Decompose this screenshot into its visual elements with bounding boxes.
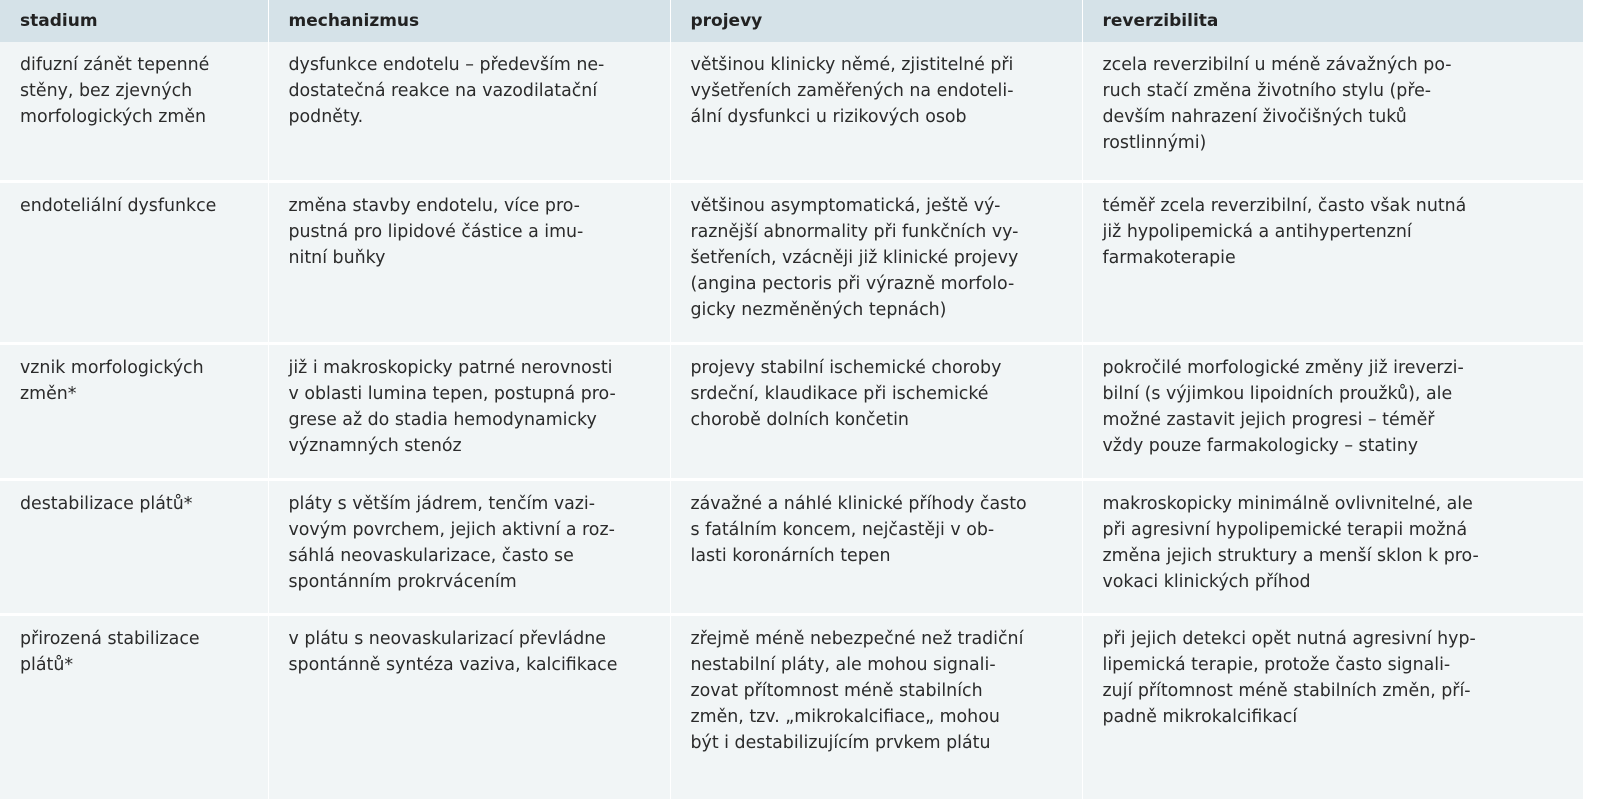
table-row [0, 343, 1583, 479]
cell-projevy: projevy stabilní ischemické choroby srdeční, klaudikace při ischemické chorobě dolních končetin [670, 343, 1082, 479]
cell-reverzibilita: při jejich detekci opět nutná agresivní hyp- lipemická terapie, protože často signali- zují přítomnost méně stabilních změn, pří- padně mikrokalcifikací [1082, 614, 1583, 800]
table-row [0, 614, 1583, 800]
header-reverzibilita: reverzibilita [1082, 0, 1583, 42]
cell-mechanizmus: dysfunkce endotelu – především ne- dostatečná reakce na vazodilatační podněty. [268, 42, 670, 181]
cell-mechanizmus: v plátu s neovaskularizací převládne spontánně syntéza vaziva, kalcifikace [268, 614, 670, 800]
cell-projevy: většinou klinicky němé, zjistitelné při vyšetřeních zaměřených na endoteli- ální dysfunkci u rizikových osob [670, 42, 1082, 181]
cell-mechanizmus: již i makroskopicky patrné nerovnosti v oblasti lumina tepen, postupná pro- grese až do stadia hemodynamicky významných stenóz [268, 343, 670, 479]
cell-stadium: destabilizace plátů* [0, 479, 268, 614]
header-projevy: projevy [670, 0, 1082, 42]
cell-mechanizmus: změna stavby endotelu, více pro- pustná pro lipidové částice a imu- nitní buňky [268, 181, 670, 343]
table-row [0, 181, 1583, 343]
cell-projevy: závažné a náhlé klinické příhody často s fatálním koncem, nejčastěji v ob- lasti koronárních tepen [670, 479, 1082, 614]
cell-reverzibilita: makroskopicky minimálně ovlivnitelné, ale při agresivní hypolipemické terapii možná změna jejich struktury a menší sklon k pro- vokaci klinických příhod [1082, 479, 1583, 614]
cell-stadium: vznik morfologických změn* [0, 343, 268, 479]
cell-stadium: přirozená stabilizace plátů* [0, 614, 268, 800]
header-stadium: stadium [0, 0, 268, 42]
cell-stadium: difuzní zánět tepenné stěny, bez zjevných morfologických změn [0, 42, 268, 181]
cell-projevy: většinou asymptomatická, ještě vý- raznější abnormality při funkčních vy- šetřeních, vzácněji již klinické projevy (angina pectoris při výrazně morfolo- gicky nezměněných tepnách) [670, 181, 1082, 343]
table-body [0, 42, 1583, 800]
cell-reverzibilita: pokročilé morfologické změny již ireverzi- bilní (s výjimkou lipoidních proužků), ale možné zastavit jejich progresi – téměř vždy pouze farmakologicky – statiny [1082, 343, 1583, 479]
table-row [0, 479, 1583, 614]
header-row [0, 0, 1583, 42]
cell-reverzibilita: zcela reverzibilní u méně závažných po- ruch stačí změna životního stylu (pře- devším nahrazení živočišných tuků rostlinnými) [1082, 42, 1583, 181]
cell-projevy: zřejmě méně nebezpečné než tradiční nestabilní pláty, ale mohou signali- zovat přítomnost méně stabilních změn, tzv. „mikrokalcifiace„ mohou být i destabilizujícím prvkem plátu [670, 614, 1082, 800]
cell-reverzibilita: téměř zcela reverzibilní, často však nutná již hypolipemická a antihypertenzní farmakoterapie [1082, 181, 1583, 343]
header-mechanizmus: mechanizmus [268, 0, 670, 42]
table-row [0, 42, 1583, 181]
table-header [0, 0, 1583, 42]
cell-mechanizmus: pláty s větším jádrem, tenčím vazi- vovým povrchem, jejich aktivní a roz- sáhlá neovaskularizace, často se spontánním prokrvácením [268, 479, 670, 614]
cell-stadium: endoteliální dysfunkce [0, 181, 268, 343]
